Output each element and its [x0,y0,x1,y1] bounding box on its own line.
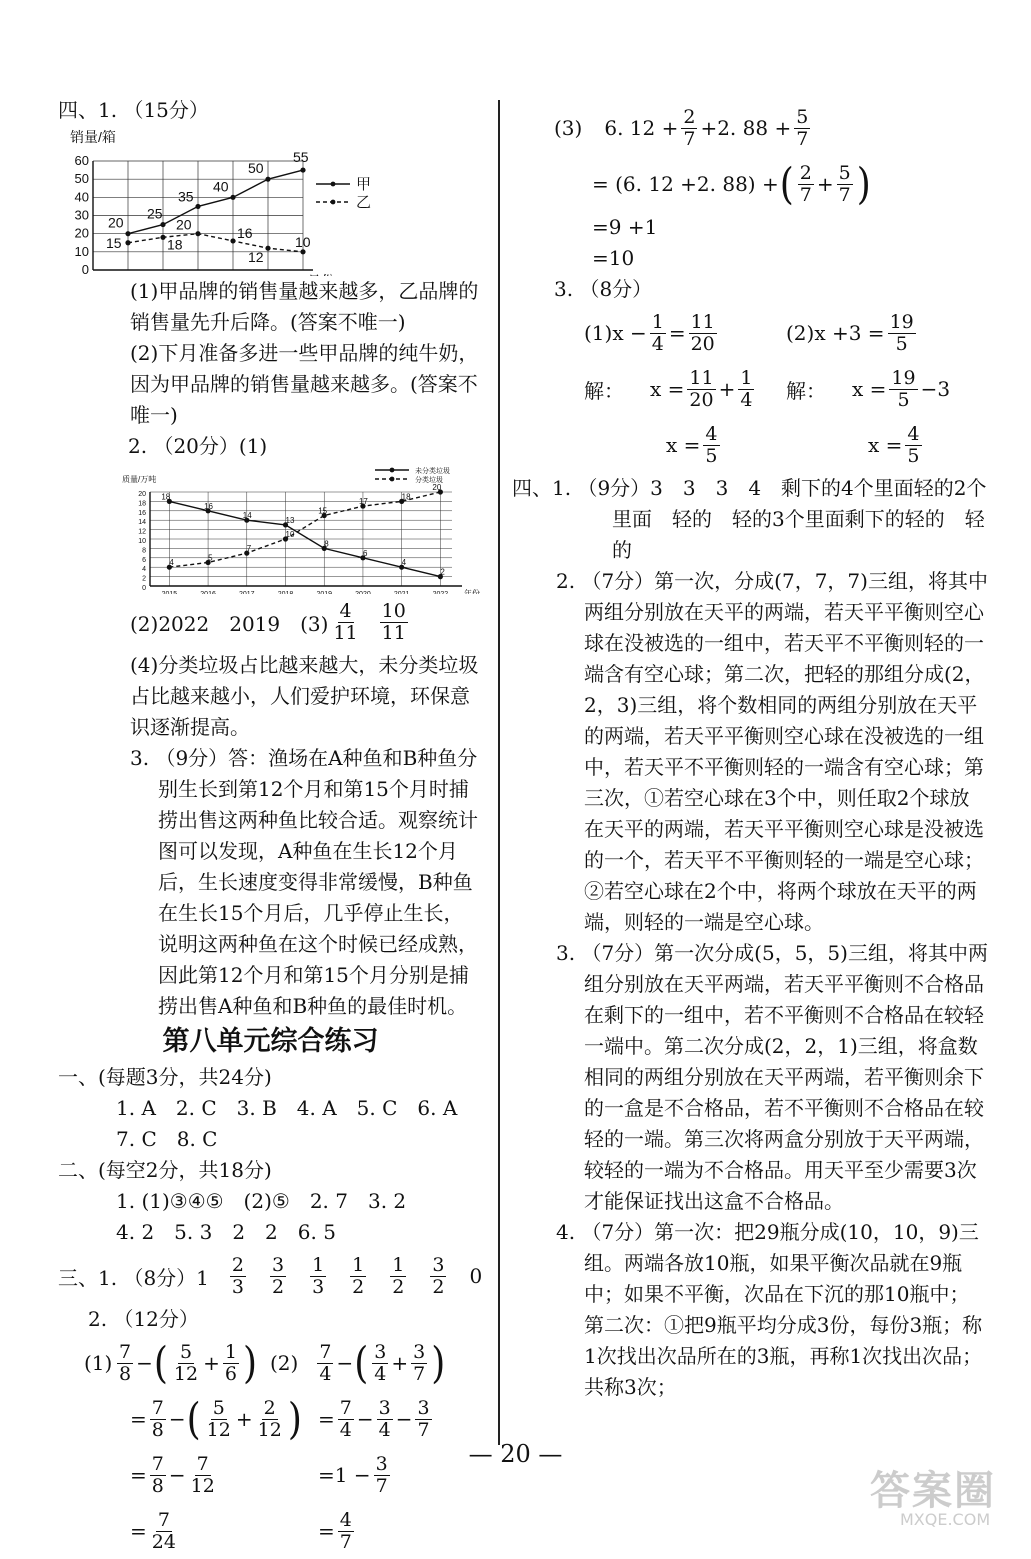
data-label: 55 [293,149,309,166]
s4-q3-answer-right: 3. （7分）第一次分成(5，5，5)三组，将其中两组分别放在天平两端，若天平平衡则不合格品在剩下的一组中，若不平衡则不合格品在较轻一端中。第二次分成(2，2，1)三组，将盒数相同的两组分别放在天平两端，若平衡则余下的一盒是不合格品，若不平衡则不合格品在较轻的一端。第三次将两盒分别放于天平两端，较轻的一端为不合格品。用天平至少需要3次才能保证找出这盒不合格品。 [556,941,988,1213]
y-axis-title: 质量/万吨 [122,475,157,484]
calc-3-text: = (6. 12 +2. 88) + [592,172,779,196]
denominator: 4 [740,388,753,411]
s4-q2-a2-text: (2)2022 2019 (3) [130,611,329,636]
numerator: 1 [312,1253,325,1276]
denominator: 8 [119,1362,132,1385]
numerator: 4 [705,422,718,445]
numerator: 5 [838,161,851,184]
y-tick-label: 10 [74,243,89,259]
numerator: 1 [740,366,753,389]
s4-q1-answer-1: (1)甲品牌的销售量越来越多，乙品牌的销售量先升后降。(答案不唯一) [130,279,479,334]
plus-sign: + [391,1351,409,1375]
numerator: 19 [889,310,914,333]
denominator: 12 [206,1418,231,1441]
denominator: 4 [374,1362,387,1385]
fraction [150,1398,166,1441]
data-label: 10 [295,233,311,250]
plus-sign: + [235,1407,253,1431]
numerator: 4 [339,599,352,622]
numerator: 7 [157,1508,170,1531]
s4-q1-heading: 四、1. （15分） [58,98,209,122]
y-tick-label: 16 [138,509,146,517]
data-label: 20 [176,216,192,233]
data-label: 4 [401,558,407,568]
denominator: 7 [838,183,851,206]
legend-label: 甲 [356,175,372,193]
numerator: 1 [352,1253,365,1276]
fraction [230,1255,246,1298]
denominator: 7 [417,1418,430,1441]
fraction [270,1255,286,1298]
fraction [837,163,853,206]
numerator: 7 [196,1452,209,1475]
y-tick-label: 6 [142,556,146,564]
fraction [205,1398,233,1441]
calc-1-line-4 [58,1503,258,1559]
denominator: 7 [339,1530,352,1553]
denominator: 24 [151,1530,176,1553]
y-tick-label: 20 [74,225,89,241]
data-point [300,167,305,172]
calc-3-line-3: =9 +1 [592,215,658,239]
s1-heading: 一、(每题3分，共24分) [58,1065,272,1089]
s4-q1-answer-2: (2)下月准备多进一些甲品牌的纯牛奶，因为甲品牌的销售量越来越多。(答案不唯一) [130,341,479,427]
calc-2-line-3-prefix: =1 − [318,1463,371,1487]
watermark-text: 答案圈 [870,1468,996,1514]
fraction [150,1510,178,1553]
denominator: 2 [392,1275,405,1298]
denominator: 5 [705,444,718,467]
x-tick-label [278,591,294,594]
equals-sign: = [318,1519,335,1543]
calc-3-text: 6. 12 + [604,116,679,140]
paren-right: ) [287,1394,302,1444]
minus-sign: − [336,1351,354,1375]
calc-2-line-1 [258,1335,478,1391]
data-label: 5 [208,553,213,563]
y-axis-title: 销量/箱 [70,129,116,145]
data-label: 17 [358,497,368,507]
numerator: 2 [263,1396,276,1419]
numerator: 3 [378,1396,391,1419]
s3-q2-heading: 2. （12分） [88,1307,199,1331]
y-tick-label: 12 [138,528,146,536]
data-label: 50 [248,160,264,177]
s3-q1-tail: 0 [469,1264,483,1288]
eq-text: (1)x − [584,321,647,345]
data-point [195,231,200,236]
data-label: 35 [178,188,194,205]
equals-sign: = [668,321,686,345]
numerator: 3 [432,1253,445,1276]
data-label: 18 [161,492,171,502]
chart-sales [58,126,483,276]
plus-sign: + [203,1351,220,1375]
s1-answers-1: 1. A 2. C 3. B 4. A 5. C 6. A [116,1096,458,1120]
calc-1-line-2 [58,1391,302,1447]
calc-3-line-4: =10 [592,246,635,270]
fraction [798,163,814,206]
column-divider [498,100,500,1445]
calc-1-line-1 [58,1335,258,1391]
numerator: 3 [413,1340,426,1363]
legend-marker [331,182,336,187]
calc-3-line-2 [548,156,988,212]
data-point [160,235,165,240]
s3-q1-heading: 三、1. （8分）1 [58,1265,209,1290]
data-label: 20 [108,214,124,231]
numerator: 7 [151,1396,164,1419]
fraction [380,601,408,644]
data-label: 15 [318,506,328,516]
denominator: 11 [381,621,406,644]
paren-right: ) [242,1338,257,1388]
y-tick-label: 20 [138,491,146,498]
calc-2-line-4 [258,1503,478,1559]
fraction [223,1342,239,1385]
data-label: 7 [246,544,252,554]
s4-q1-answer-right: 四、1. （9分）3 3 3 4 剩下的4个里面轻的2个里面 轻的 轻的3个里面剩下的轻的 轻的 [512,476,987,562]
numerator: 7 [151,1452,164,1475]
minus-sign: − [168,1407,186,1431]
numerator: 4 [339,1508,352,1531]
numerator: 2 [231,1253,244,1276]
denominator: 7 [683,127,696,150]
fraction [377,1398,393,1441]
legend-marker [390,477,395,482]
y-tick-label: 0 [142,585,146,592]
numerator: 4 [907,422,920,445]
calc-1-label: (1) [84,1351,113,1375]
calc-3-text: +2. 88 + [700,116,792,140]
fraction [415,1398,431,1441]
data-label: 4 [169,558,174,568]
calc-2-label: (2) [270,1351,299,1375]
denominator: 2 [352,1275,365,1298]
fraction [889,368,917,411]
numerator: 3 [375,1452,388,1475]
denominator: 3 [312,1275,325,1298]
denominator: 7 [413,1362,426,1385]
data-label: 8 [324,539,329,549]
numerator: 5 [179,1340,193,1363]
fraction [689,312,717,355]
eq-text: −3 [920,377,951,401]
fraction [794,107,810,150]
numerator: 7 [119,1340,132,1363]
data-label: 14 [242,511,252,521]
denominator: 20 [689,388,714,411]
denominator: 7 [799,183,812,206]
data-point [230,195,235,200]
data-point [265,246,270,251]
garbage-line-chart [116,462,486,594]
fraction [905,424,921,467]
watermark-url: MXQE.COM [900,1510,991,1529]
sales-line-chart [58,126,418,276]
s3-q1-answers [58,1248,483,1304]
eq-2-line-2 [758,361,988,417]
y-tick-label: 8 [142,547,146,555]
data-point [195,204,200,209]
numerator: 19 [891,366,916,389]
s4-q2-heading: 2. （20分）(1) [128,434,268,458]
q3-heading: 3. （8分） [554,277,653,301]
denominator: 4 [319,1362,332,1385]
equation-block [548,305,988,473]
eq-2-line-1 [758,305,988,361]
y-tick-label: 0 [81,262,89,276]
fraction [350,1255,366,1298]
equals-sign: = [130,1463,147,1487]
equals-sign: = [130,1519,147,1543]
denominator: 20 [690,332,715,355]
eq-text: (2)x +3 = [786,321,885,345]
s4-q2-answer-4: (4)分类垃圾占比越来越大，未分类垃圾占比越来越小，人们爱护环境，环保意识逐渐提高。 [130,653,479,739]
plus-sign: + [816,172,834,196]
data-label: 18 [167,236,183,253]
left-column [58,95,483,1559]
x-tick-label [239,591,255,594]
s4-q2-answer-right: 2. （7分）第一次，分成(7，7，7)三组，将其中两组分别放在天平的两端，若天平平衡则空心球在没被选的一组中，若天平不平衡则轻的一端含有空心球；第二次，把轻的那组分成(2，2，3)三组，将个数相同的两组分别放在天平的两端，若天平平衡则空心球在没被选的一组中，若天平不平衡则轻的一端含有空心球；第三次，①若空心球在3个中，则任取2个球放在天平的两端，若天平平衡则空心球是没被选的一个，若天平不平衡则轻的一端是空心球；②若空心球在2个中，将两个球放在天平的两端，则轻的一端是空心球。 [556,569,988,934]
x-tick-label [316,591,332,594]
denominator: 2 [432,1275,445,1298]
paren-left: ( [354,1338,369,1388]
fraction [390,1255,406,1298]
y-tick-label: 2 [142,575,146,583]
fraction [338,1398,354,1441]
fraction [888,312,916,355]
fraction [338,1510,354,1553]
data-point [125,240,130,245]
denominator: 12 [257,1418,282,1441]
page-number: — 20 — [468,1440,563,1468]
denominator: 6 [224,1362,237,1385]
fraction [430,1255,446,1298]
solution-label: 解： [584,378,624,403]
numerator: 3 [374,1340,387,1363]
x-axis-title: 年份 [464,589,480,594]
y-tick-label: 60 [74,153,89,168]
minus-sign: − [136,1351,153,1375]
x-tick-label [433,591,449,594]
numerator: 5 [796,105,809,128]
denominator: 8 [151,1474,164,1497]
numerator: 3 [417,1396,430,1419]
s4-q4-answer-right: 4. （7分）第一次：把29瓶分成(10，10，9)三组。两端各放10瓶，如果平衡次品就在9瓶中；如果不平衡，次品在下沉的那10瓶中；第二次：①把9瓶平均分成3份，每份3瓶；称1次找出次品所在的3瓶，再称1次找出次品；共称3次； [556,1220,983,1399]
minus-sign: − [168,1463,186,1487]
denominator: 5 [895,332,908,355]
denominator: 2 [271,1275,285,1298]
fraction [411,1342,427,1385]
y-tick-label: 18 [138,500,146,508]
data-label: 16 [204,501,213,511]
watermark [870,1470,1020,1530]
numerator: 11 [690,310,715,333]
data-label: 40 [213,178,229,195]
s2-answers-2: 4. 2 5. 3 2 2 6. 5 [116,1220,336,1244]
data-label: 25 [147,205,163,222]
s2-answers-1: 1. (1)③④⑤ (2)⑤ 2. 7 3. 2 [116,1189,407,1213]
eq-1-line-2 [548,361,758,417]
data-point [300,249,305,254]
denominator: 5 [897,388,910,411]
y-tick-label: 40 [74,189,89,205]
numerator: 3 [271,1253,285,1276]
y-tick-label: 30 [74,207,89,223]
fraction [331,601,359,644]
denominator: 11 [333,621,358,644]
data-label: 6 [362,548,368,558]
fraction [703,424,719,467]
numerator: 7 [319,1340,332,1363]
s4-q2-answer-2-3 [58,594,483,650]
data-label: 2 [440,567,445,577]
paren-left: ( [779,159,794,209]
solution-label: 解： [786,378,826,403]
denominator: 3 [231,1275,244,1298]
denominator: 8 [151,1418,164,1441]
fraction [172,1342,200,1385]
equals-sign: = [318,1407,335,1431]
x-tick-label [355,591,371,594]
data-label: 13 [285,515,295,525]
paren-right: ) [431,1338,446,1388]
equals-sign: = [130,1407,147,1431]
fraction [372,1342,388,1385]
eq-text: x = [868,433,903,457]
numerator: 11 [689,366,714,389]
x-tick-label [394,591,410,594]
denominator: 7 [796,127,809,150]
calc-3-line-1 [548,100,988,156]
y-tick-label: 14 [138,519,146,527]
fraction [310,1255,326,1298]
s1-answers-2: 7. C 8. C [116,1127,218,1151]
s3-q1-fraction-list [227,1255,450,1298]
data-point [230,238,235,243]
y-tick-label: 4 [142,566,146,574]
data-label: 10 [285,530,295,539]
data-point [160,222,165,227]
right-column [512,100,988,1403]
s2-heading: 二、(每空2分，共18分) [58,1158,272,1182]
y-tick-label: 10 [138,538,146,545]
eq-text: x = [852,377,887,401]
eq-2-line-3 [758,417,988,473]
legend-marker [331,200,336,205]
paren-left: ( [186,1394,201,1444]
equation-1 [548,305,758,473]
data-label: 20 [432,483,442,492]
fraction [650,312,666,355]
denominator: 12 [190,1474,215,1497]
numerator: 2 [683,105,696,128]
eq-text: x = [650,377,685,401]
eq-1-line-1 [548,305,758,361]
denominator: 4 [339,1418,352,1441]
numerator: 1 [392,1253,405,1276]
y-tick-label: 50 [74,171,89,187]
data-label: 15 [106,234,122,251]
chart-garbage [58,462,483,594]
minus-sign: − [395,1407,413,1431]
legend-label: 未分类垃圾 [415,467,450,475]
data-label: 18 [401,492,411,502]
plus-sign: + [718,377,736,401]
data-label: 12 [248,249,264,266]
legend-label: 分类垃圾 [415,476,443,484]
x-tick-label [162,591,178,594]
paren-left: ( [153,1338,168,1388]
data-point [265,177,270,182]
numerator: 2 [799,161,812,184]
minus-sign: − [356,1407,374,1431]
numerator: 1 [224,1340,237,1363]
paren-right: ) [856,159,871,209]
data-point [125,231,130,236]
denominator: 4 [378,1418,391,1441]
fraction [117,1342,133,1385]
calc-3-label: (3) [554,116,583,140]
numerator: 10 [381,599,406,622]
denominator: 7 [375,1474,388,1497]
x-tick-label [200,591,216,594]
fraction [317,1342,333,1385]
eq-1-line-3 [548,417,758,473]
data-label: 16 [237,224,253,241]
s4-q3-answer: 3. （9分）答：渔场在A种鱼和B种鱼分别生长到第12个月和第15个月时捕捞出售这两种鱼比较合适。观察统计图可以发现，A种鱼在生长12个月后，生长速度变得非常缓慢，B种鱼在生长15个月后，几乎停止生长，说明这两种鱼在这个时候已经成熟，因此第12个月和第15个月分别是捕捞出售A种鱼和B种鱼的最佳时机。 [130,746,478,1018]
numerator: 1 [651,310,664,333]
numerator: 7 [339,1396,352,1419]
fraction [738,368,754,411]
fraction [687,368,715,411]
series-line-2 [128,234,303,252]
fraction [681,107,697,150]
denominator: 12 [173,1362,199,1385]
denominator: 5 [907,444,920,467]
eq-text: x = [666,433,701,457]
legend-label: 乙 [356,193,372,211]
equation-2 [758,305,988,473]
denominator: 4 [651,332,664,355]
numerator: 5 [212,1396,225,1419]
legend-marker [390,468,395,473]
unit-title: 第八单元综合练习 [162,1026,379,1057]
